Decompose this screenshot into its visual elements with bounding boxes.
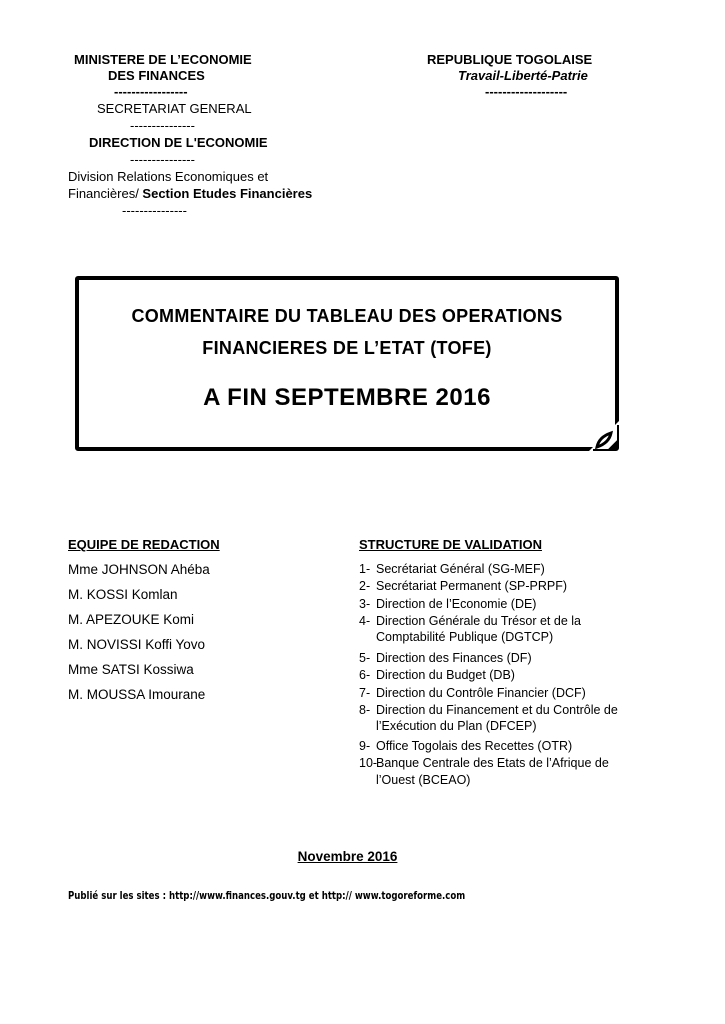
title-line-2: FINANCIERES DE L’ETAT (TOFE) bbox=[202, 338, 492, 358]
validation-item-continuation: l’Exécution du Plan (DFCEP) bbox=[376, 719, 537, 733]
ministry-name-line1: MINISTERE DE L’ECONOMIE bbox=[74, 52, 252, 67]
direction-label: DIRECTION DE L'ECONOMIE bbox=[89, 135, 268, 150]
validation-item: 2- Secrétariat Permanent (SP-PRPF) bbox=[359, 579, 568, 593]
team-member: M. KOSSI Komlan bbox=[68, 587, 178, 602]
team-member: Mme JOHNSON Ahéba bbox=[68, 562, 210, 577]
page-curl-icon bbox=[589, 421, 619, 451]
validation-item: 3- Direction de l’Economie (DE) bbox=[359, 597, 537, 611]
division-label-line2 bbox=[68, 186, 312, 202]
title-line-1: COMMENTAIRE DU TABLEAU DES OPERATIONS bbox=[131, 306, 563, 326]
section-label: Section Etudes Financières bbox=[142, 186, 313, 201]
validation-item: 10-Banque Centrale des Etats de l’Afrique de bbox=[359, 756, 609, 770]
secretariat-label: SECRETARIAT GENERAL bbox=[97, 101, 252, 116]
validation-item: 8- Direction du Financement et du Contrôle de bbox=[359, 703, 618, 717]
team-member: M. NOVISSI Koffi Yovo bbox=[68, 637, 206, 652]
separator: ------------------- bbox=[485, 84, 568, 99]
team-member: M. APEZOUKE Komi bbox=[68, 612, 195, 627]
publication-date: Novembre 2016 bbox=[297, 849, 398, 864]
separator: ----------------- bbox=[114, 84, 188, 99]
separator: --------------- bbox=[130, 118, 195, 133]
separator: --------------- bbox=[122, 203, 187, 218]
validation-item: 9- Office Togolais des Recettes (OTR) bbox=[359, 739, 573, 753]
country-name: REPUBLIQUE TOGOLAISE bbox=[427, 52, 593, 67]
separator: --------------- bbox=[130, 152, 195, 167]
validation-item: 5- Direction des Finances (DF) bbox=[359, 651, 532, 665]
validation-item-continuation: l’Ouest (BCEAO) bbox=[376, 773, 471, 787]
ministry-name-line2: DES FINANCES bbox=[108, 68, 205, 83]
validation-item: 7- Direction du Contrôle Financier (DCF) bbox=[359, 686, 586, 700]
report-period-title: A FIN SEPTEMBRE 2016 bbox=[203, 384, 491, 411]
team-member: M. MOUSSA Imourane bbox=[68, 687, 206, 702]
validation-item: 6- Direction du Budget (DB) bbox=[359, 668, 515, 682]
validation-item: 1- Secrétariat Général (SG-MEF) bbox=[359, 562, 545, 576]
division-label-plain: Financières/ bbox=[68, 186, 143, 201]
team-heading: EQUIPE DE REDACTION bbox=[68, 537, 220, 552]
validation-item-continuation: Comptabilité Publique (DGTCP) bbox=[376, 630, 554, 644]
validation-item: 4- Direction Générale du Trésor et de la bbox=[359, 614, 581, 628]
title-frame bbox=[75, 276, 619, 451]
national-motto: Travail-Liberté-Patrie bbox=[458, 68, 588, 83]
division-label-line1: Division Relations Economiques et bbox=[68, 169, 269, 184]
publication-footer: Publié sur les sites : http://www.finances.gouv.tg et http:// www.togoreforme.com bbox=[68, 889, 466, 902]
validation-heading: STRUCTURE DE VALIDATION bbox=[359, 537, 542, 552]
team-member: Mme SATSI Kossiwa bbox=[68, 662, 194, 677]
